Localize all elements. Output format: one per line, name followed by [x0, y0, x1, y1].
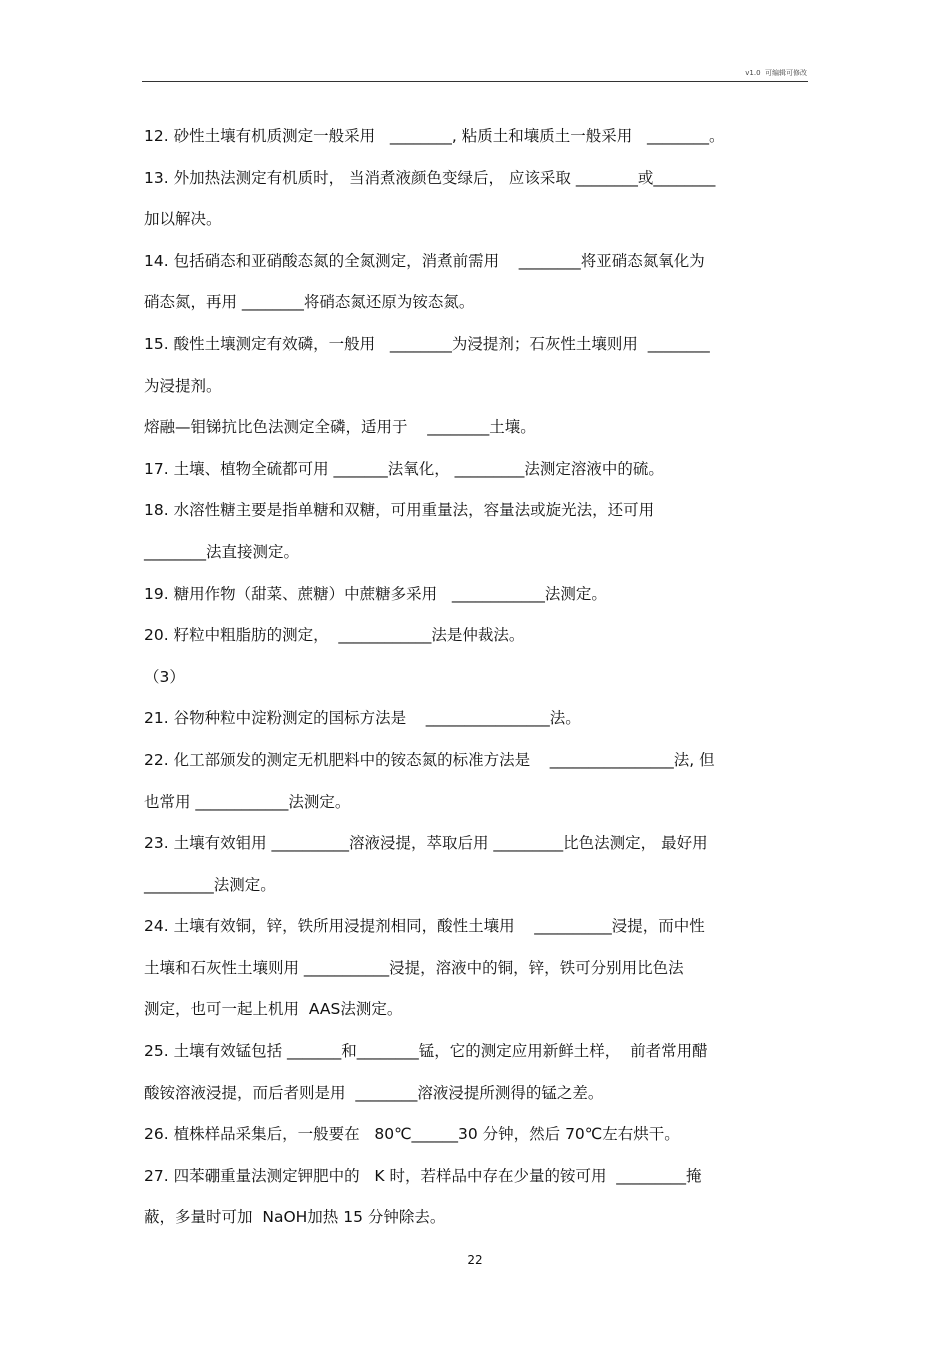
text-line: 25. 土壤有效锰包括 _______和________锰，它的测定应用新鲜土样， 前者常用醋	[144, 1042, 708, 1061]
version-note: v1.0 可编辑可修改	[745, 69, 807, 77]
text-line: 熔融—钼锑抗比色法测定全磷，适用于 ________土壤。	[144, 418, 536, 437]
text-line: 硝态氮，再用 ________将硝态氮还原为铵态氮。	[144, 293, 475, 312]
text-line: 18. 水溶性糖主要是指单糖和双糖，可用重量法，容量法或旋光法，还可用	[144, 501, 655, 520]
text-line: 24. 土壤有效铜，锌，铁所用浸提剂相同，酸性土壤用 __________浸提，而中性	[144, 917, 705, 936]
text-line: 22. 化工部颁发的测定无机肥料中的铵态氮的标准方法是 ________________法, 但	[144, 750, 715, 769]
text-line: 17. 土壤、植物全硫都可用 _______法氧化， _________法测定溶液中的硫。	[144, 459, 664, 478]
text-line: 15. 酸性土壤测定有效磷，一般用 ________为浸提剂；石灰性土壤则用 ________	[144, 334, 710, 353]
text-line: 也常用 ____________法测定。	[144, 792, 351, 811]
header-rule	[142, 81, 808, 82]
section-label: （3）	[144, 667, 185, 686]
text-line: 20. 籽粒中粗脂肪的测定， ____________法是仲裁法。	[144, 626, 525, 645]
text-line: 21. 谷物种粒中淀粉测定的国标方法是 ________________法。	[144, 709, 581, 728]
text-line: ________法直接测定。	[144, 542, 300, 561]
question-list	[144, 116, 812, 1239]
text-line: 测定，也可一起上机用 AAS法测定。	[144, 1000, 403, 1019]
text-line: 23. 土壤有效钼用 __________溶液浸提，萃取后用 _________比色法测定， 最好用	[144, 834, 708, 853]
text-line: 19. 糖用作物（甜菜、蔗糖）中蔗糖多采用 ____________法测定。	[144, 584, 607, 603]
page-number: 22	[467, 1253, 483, 1267]
text-line: 27. 四苯硼重量法测定钾肥中的 K 时，若样品中存在少量的铵可用 _________掩	[144, 1166, 702, 1185]
text-line: 加以解决。	[144, 210, 222, 229]
text-line: 为浸提剂。	[144, 376, 222, 395]
text-line: 蔽，多量时可加 NaOH加热 15 分钟除去。	[144, 1208, 446, 1227]
text-line: 酸铵溶液浸提，而后者则是用 ________溶液浸提所测得的锰之差。	[144, 1083, 604, 1102]
text-line: 土壤和石灰性土壤则用 ___________浸提，溶液中的铜，锌，铁可分别用比色法	[144, 958, 684, 977]
text-line: 14. 包括硝态和亚硝酸态氮的全氮测定，消煮前需用 ________将亚硝态氮氧化为	[144, 251, 705, 270]
text-line: 26. 植株样品采集后，一般要在 80℃______30 分钟，然后 70℃左右烘干。	[144, 1125, 680, 1144]
text-line: 13. 外加热法测定有机质时， 当消煮液颜色变绿后， 应该采取 ________或________	[144, 168, 716, 187]
text-line: 12. 砂性土壤有机质测定一般采用 ________, 粘质土和壤质土一般采用 ________。	[144, 127, 725, 145]
text-line: _________法测定。	[144, 875, 276, 894]
